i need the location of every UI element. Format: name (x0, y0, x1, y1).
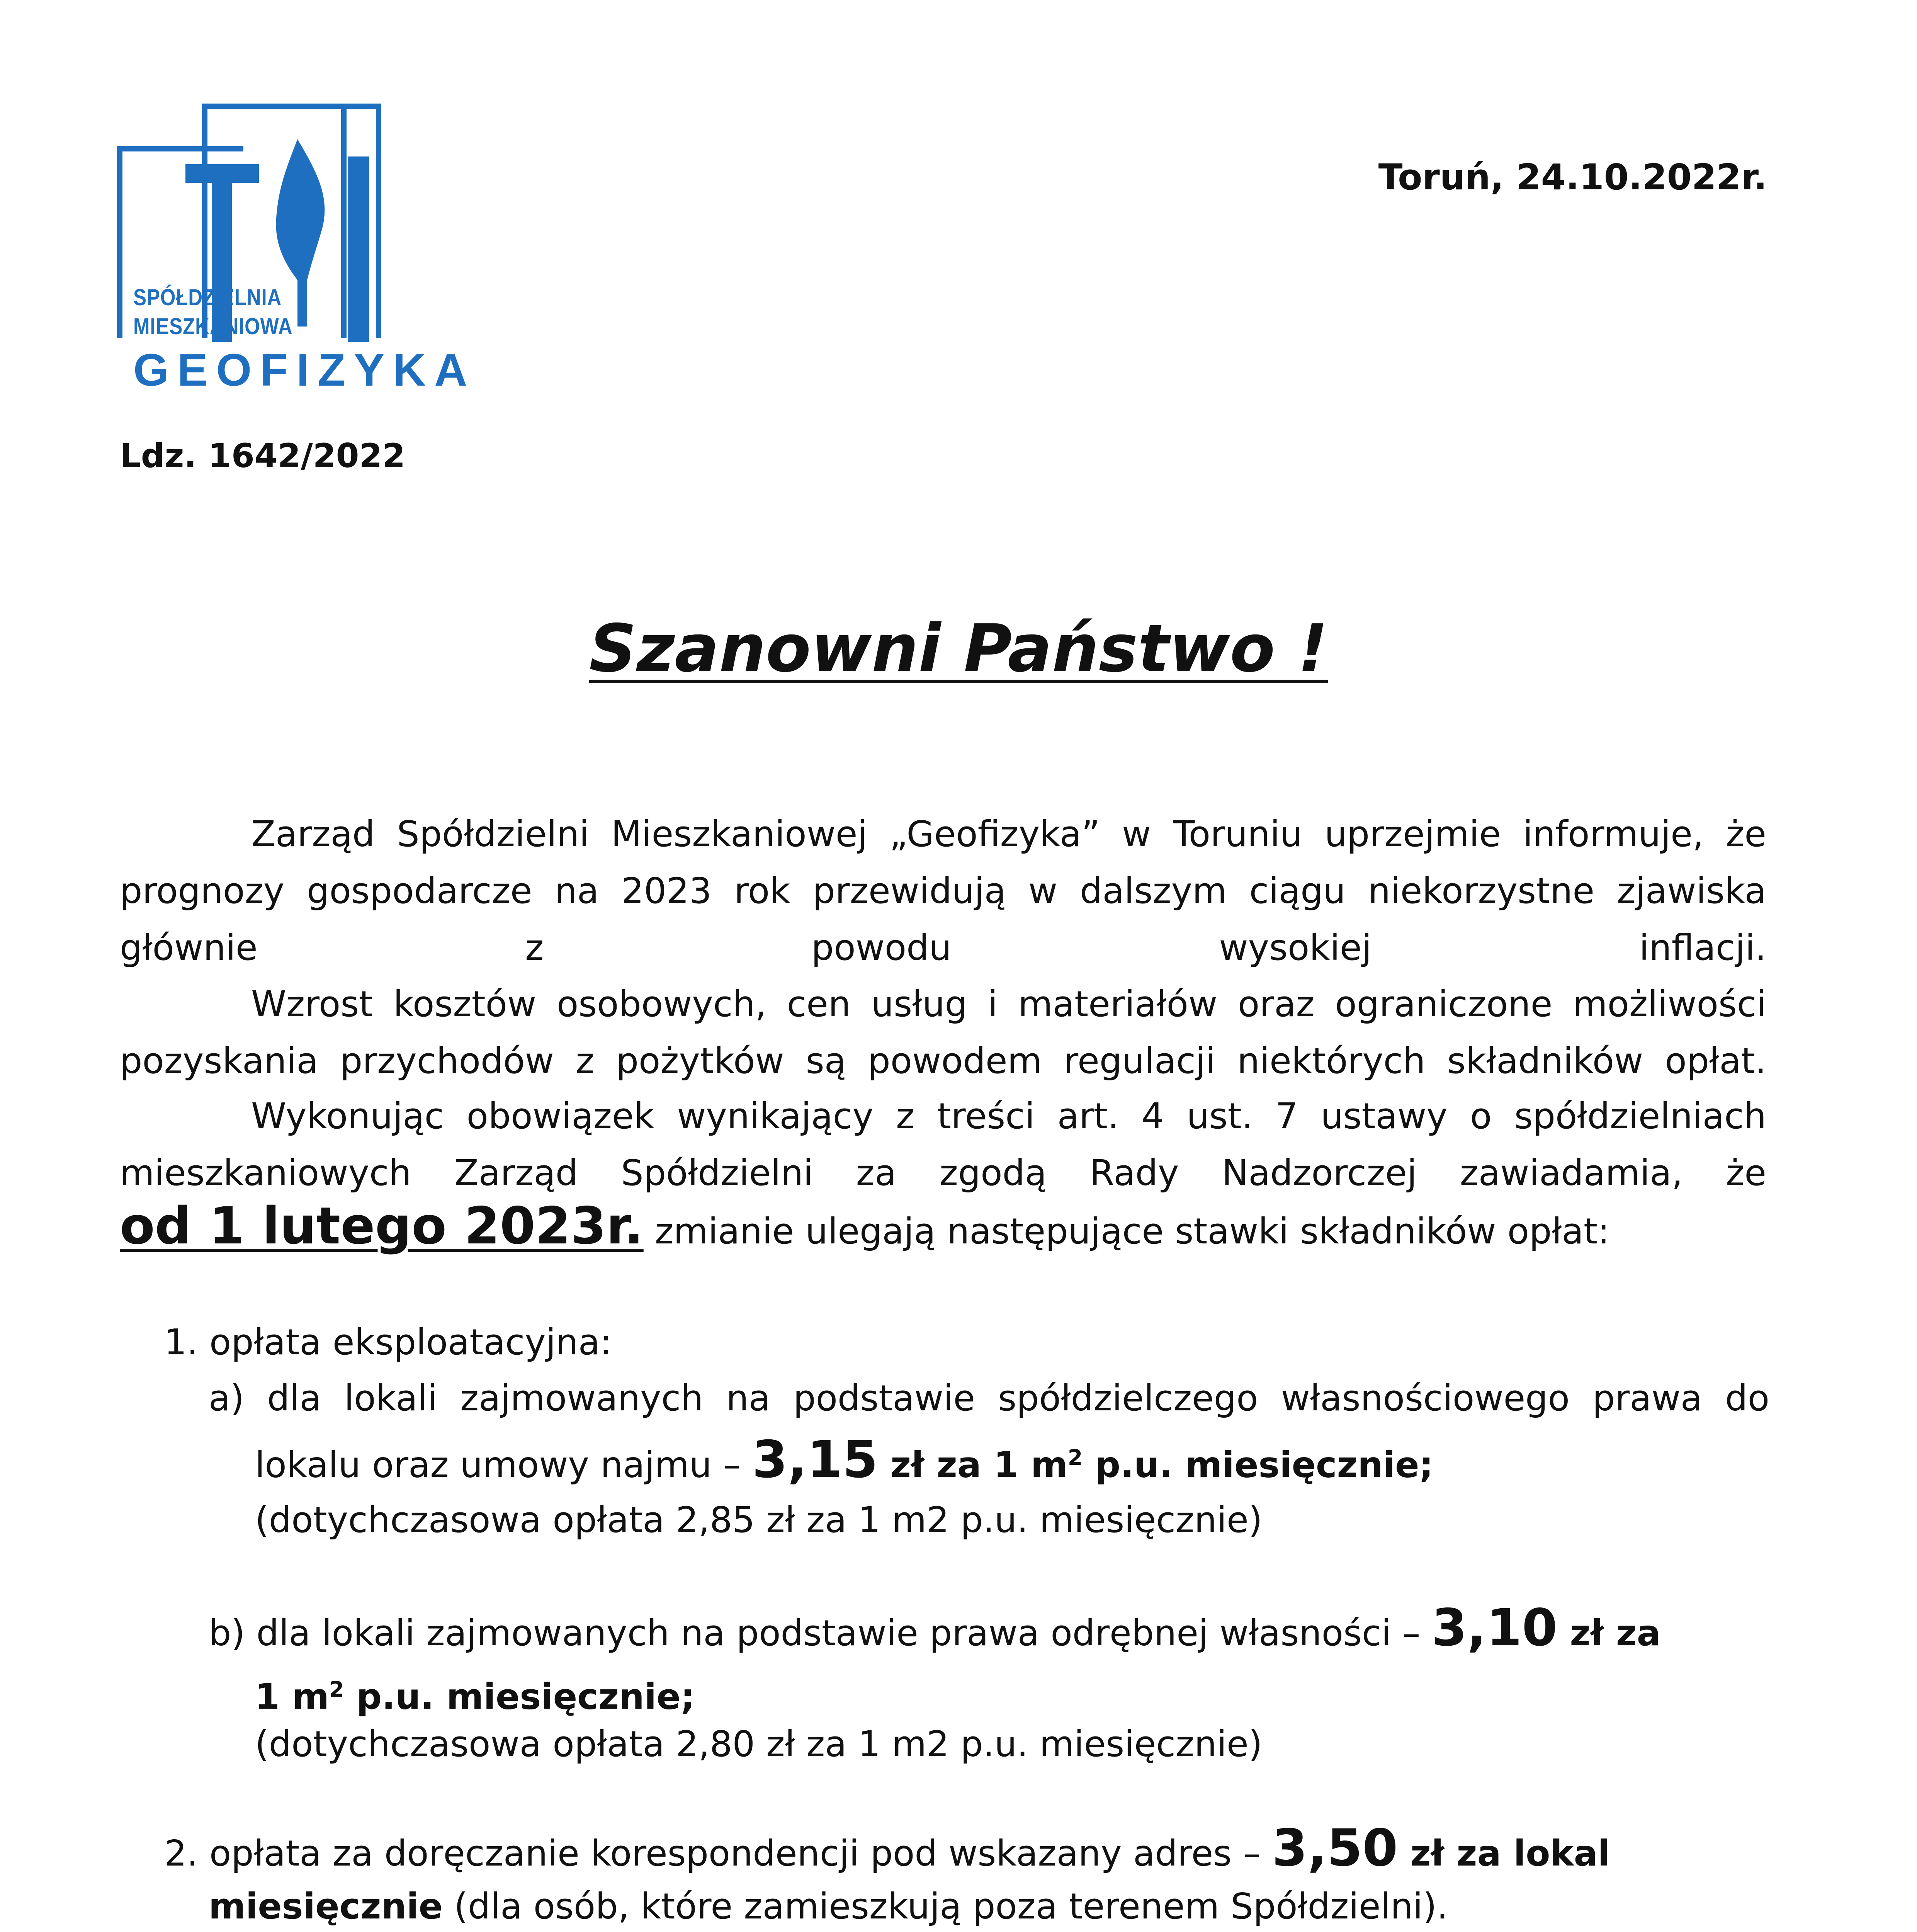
item-2-bold: miesięcznie (209, 1886, 443, 1927)
logo-text-line1: SPÓŁDZIELNIA (133, 284, 282, 310)
item-2-line1 (164, 1820, 1767, 1882)
item-2-unit: zł za lokal (1398, 1833, 1610, 1874)
item-1a-line2 (255, 1430, 1433, 1493)
reference-number: Ldz. 1642/2022 (120, 437, 406, 475)
item-1b-tail: p.u. miesięcznie; (344, 1676, 695, 1718)
item-1b-amount: 3,10 (1431, 1598, 1558, 1658)
salutation-text: Szanowni Państwo ! (589, 611, 1328, 687)
logo-text-line2: MIESZKANIOWA (133, 313, 293, 339)
item-1b-unit2: 1 m (255, 1676, 329, 1718)
item-1b-sup: 2 (329, 1677, 344, 1702)
item-2-amount: 3,50 (1272, 1818, 1398, 1878)
item-1a-line1: a) dla lokali zajmowanych na podstawie spółdzielczego własnościowego prawa do (209, 1378, 1769, 1419)
item-2-tail: (dla osób, które zamieszkują poza terenem Spółdzielni). (443, 1886, 1448, 1927)
item-1-label: 1. opłata eksploatacyjna: (164, 1321, 612, 1363)
paragraph-2: Wzrost kosztów osobowych, cen usług i materiałów oraz ograniczone możliwości pozyskania przychodów z pożytków są powodem regulacji niektórych składników opłat. (120, 983, 1766, 1082)
item-1a-amount: 3,15 (752, 1430, 878, 1490)
paragraph-3-continuation (120, 1198, 1609, 1260)
item-1b-previous: (dotychczasowa opłata 2,80 zł za 1 m2 p.u. miesięcznie) (255, 1723, 1263, 1765)
handwritten-signature (796, 1913, 1762, 1932)
paragraph-3: Wykonując obowiązek wynikający z treści art. 4 ust. 7 ustawy o spółdzielniach mieszkaniowych Zarząd Spółdzielni za zgodą Rady Nadzorczej zawiadamia, że (120, 1095, 1766, 1194)
item-1a-unit: zł za 1 m (878, 1444, 1068, 1486)
item-1a-text: lokalu oraz umowy najmu – (255, 1444, 752, 1486)
logo-text-line3: GEOFIZYKA (133, 345, 476, 396)
effective-date: od 1 lutego 2023r. (120, 1196, 644, 1256)
paragraph-3-tail: zmianie ulegają następujące stawki składników opłat: (643, 1211, 1610, 1252)
item-2-text: 2. opłata za doręczanie korespondencji pod wskazany adres – (164, 1833, 1272, 1874)
letter-date: Toruń, 24.10.2022r. (1378, 156, 1767, 198)
item-1a-sup: 2 (1067, 1446, 1083, 1470)
item-1b-unit: zł za (1557, 1612, 1661, 1654)
item-1b-line1 (209, 1600, 1769, 1662)
item-1a-previous: (dotychczasowa opłata 2,85 zł za 1 m2 p.u. miesięcznie) (255, 1499, 1263, 1541)
item-1a-tail: p.u. miesięcznie; (1083, 1444, 1434, 1486)
salutation-heading (0, 611, 1917, 687)
paragraph-1: Zarząd Spółdzielni Mieszkaniowej „Geofizyka” w Toruniu uprzejmie informuje, że prognozy gospodarcze na 2023 rok przewidują w dalszym ciągu niekorzystne zjawiska głównie z powodu wysokiej inflacji. (120, 813, 1766, 968)
item-1b-text: b) dla lokali zajmowanych na podstawie prawa odrębnej własności – (209, 1612, 1432, 1654)
